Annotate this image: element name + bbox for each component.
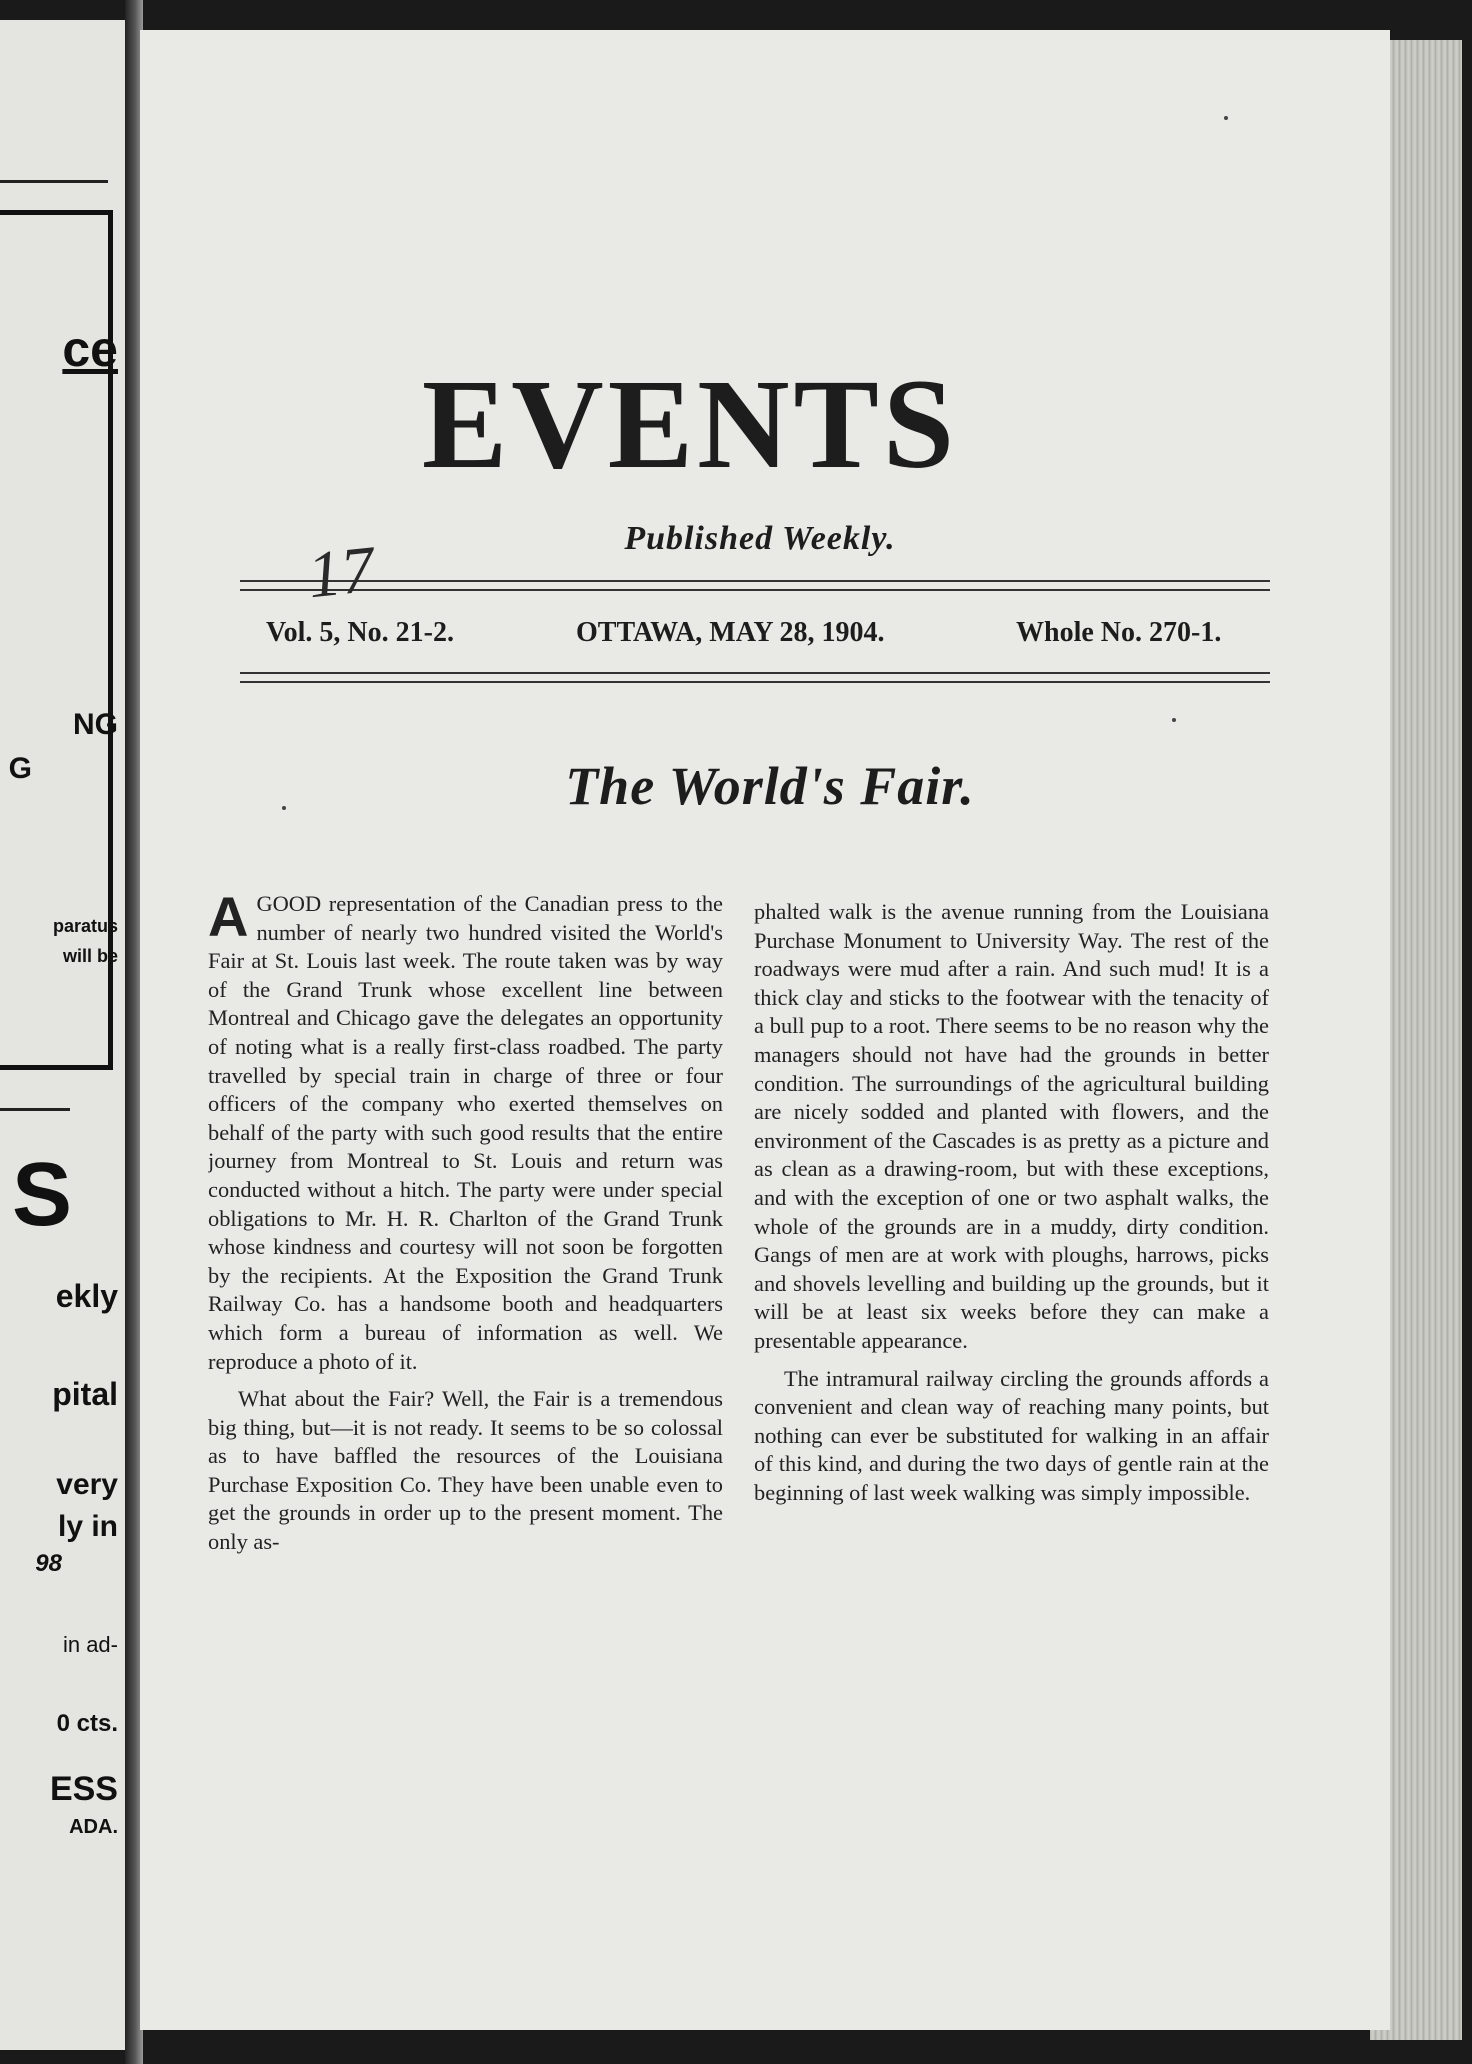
facing-page-fragment: 0 cts. — [56, 1710, 118, 1737]
facing-page-fragment: will be — [62, 946, 118, 966]
masthead-title: EVENTS — [421, 353, 959, 495]
facing-page-fragment: S — [11, 1145, 72, 1245]
handwritten-note: 17 — [304, 532, 378, 613]
article-title: The World's Fair. — [565, 756, 975, 816]
print-speck — [1224, 116, 1228, 120]
drop-cap: A — [208, 890, 249, 948]
article-paragraph: What about the Fair? Well, the Fair is a tremendous big thing, but—it is not ready. It seems to be so colossal as to have baffled the resources of the Louisiana Purchase Exposition Co. They have been unable even to get the grounds in order up to the present moment. The only as- — [208, 1386, 723, 1555]
facing-page-rule — [0, 1108, 70, 1111]
dateline-volume: Vol. 5, No. 21-2. — [266, 617, 454, 648]
facing-page-fragment: pital — [52, 1376, 118, 1412]
facing-page-fragment: paratus — [52, 916, 118, 936]
facing-page-rule — [0, 180, 108, 183]
facing-page-fragment: 98 — [35, 1550, 62, 1577]
facing-page-fragment: ekly — [55, 1278, 118, 1314]
dateline-whole-number: Whole No. 270-1. — [1016, 617, 1222, 648]
article-paragraph — [208, 890, 723, 1376]
facing-page-fragment: ce — [62, 321, 118, 377]
print-speck — [1172, 718, 1176, 722]
facing-page-fragment: in ad- — [62, 1632, 118, 1657]
facing-page-fragment: ESS — [49, 1770, 118, 1808]
article-paragraph: phalted walk is the avenue running from the Louisiana Purchase Monument to University Way. The rest of the roadways were mud after a rain. And such mud! It is a thick clay and sticks to the footwear with the tenacity of a bull pup to a root. There seems to be no reason why the managers should not have had the grounds in better condition. The surroundings of the agricultural building are nicely sodded and planted with flowers, and the environment of the Cascades is as pretty as a picture and as clean as a drawing-room, but with these exceptions, and with the exception of one or two asphalt walks, the whole of the grounds are in a muddy, dirty condition. Gangs of men are at work with ploughs, harrows, picks and shovels levelling and building up the grounds, but it will be at least six weeks before they can make a presentable appearance. — [754, 899, 1269, 1353]
print-speck — [282, 806, 286, 810]
facing-page-fragment: NG — [73, 708, 118, 741]
dateline-bottom-rule — [240, 672, 1270, 683]
facing-page-fragment: G — [8, 752, 32, 785]
masthead-subtitle: Published Weekly. — [624, 520, 896, 557]
facing-page — [0, 20, 132, 2050]
dateline-place-date: OTTAWA, MAY 28, 1904. — [576, 617, 885, 648]
article-paragraph-text: GOOD representation of the Canadian press to the number of nearly two hundred visited the World's Fair at St. Louis last week. The route taken was by way of the Grand Trunk whose excellent line between Montreal and Chicago gave the delegates an opportunity of noting what is a really first-class roadbed. The party travelled by special train in charge of three or four officers of the company who exerted themselves on behalf of the party with such good results that the entire journey from Montreal to St. Louis and return was conducted without a hitch. The party were under special obligations to Mr. H. R. Charlton of the Grand Trunk whose kindness and courtesy will not soon be forgotten by the recipients. At the Exposition the Grand Trunk Railway Co. has a handsome booth and headquarters which form a bureau of information as well. We reproduce a photo of it. — [208, 891, 723, 1374]
article-paragraph: The intramural railway circling the grounds affords a convenient and clean way of reaching many points, but nothing can ever be substituted for walking in an affair of this kind, and during the two days of gentle rain at the beginning of last week walking was simply impossible. — [754, 1365, 1269, 1505]
facing-page-fragment: ly in — [57, 1510, 118, 1543]
article-column-right — [754, 898, 1269, 1798]
facing-page-fragment: ADA. — [69, 1816, 118, 1838]
article-column-left — [208, 890, 723, 1790]
dateline-top-rule — [240, 580, 1270, 591]
facing-page-fragment: very — [56, 1468, 118, 1501]
